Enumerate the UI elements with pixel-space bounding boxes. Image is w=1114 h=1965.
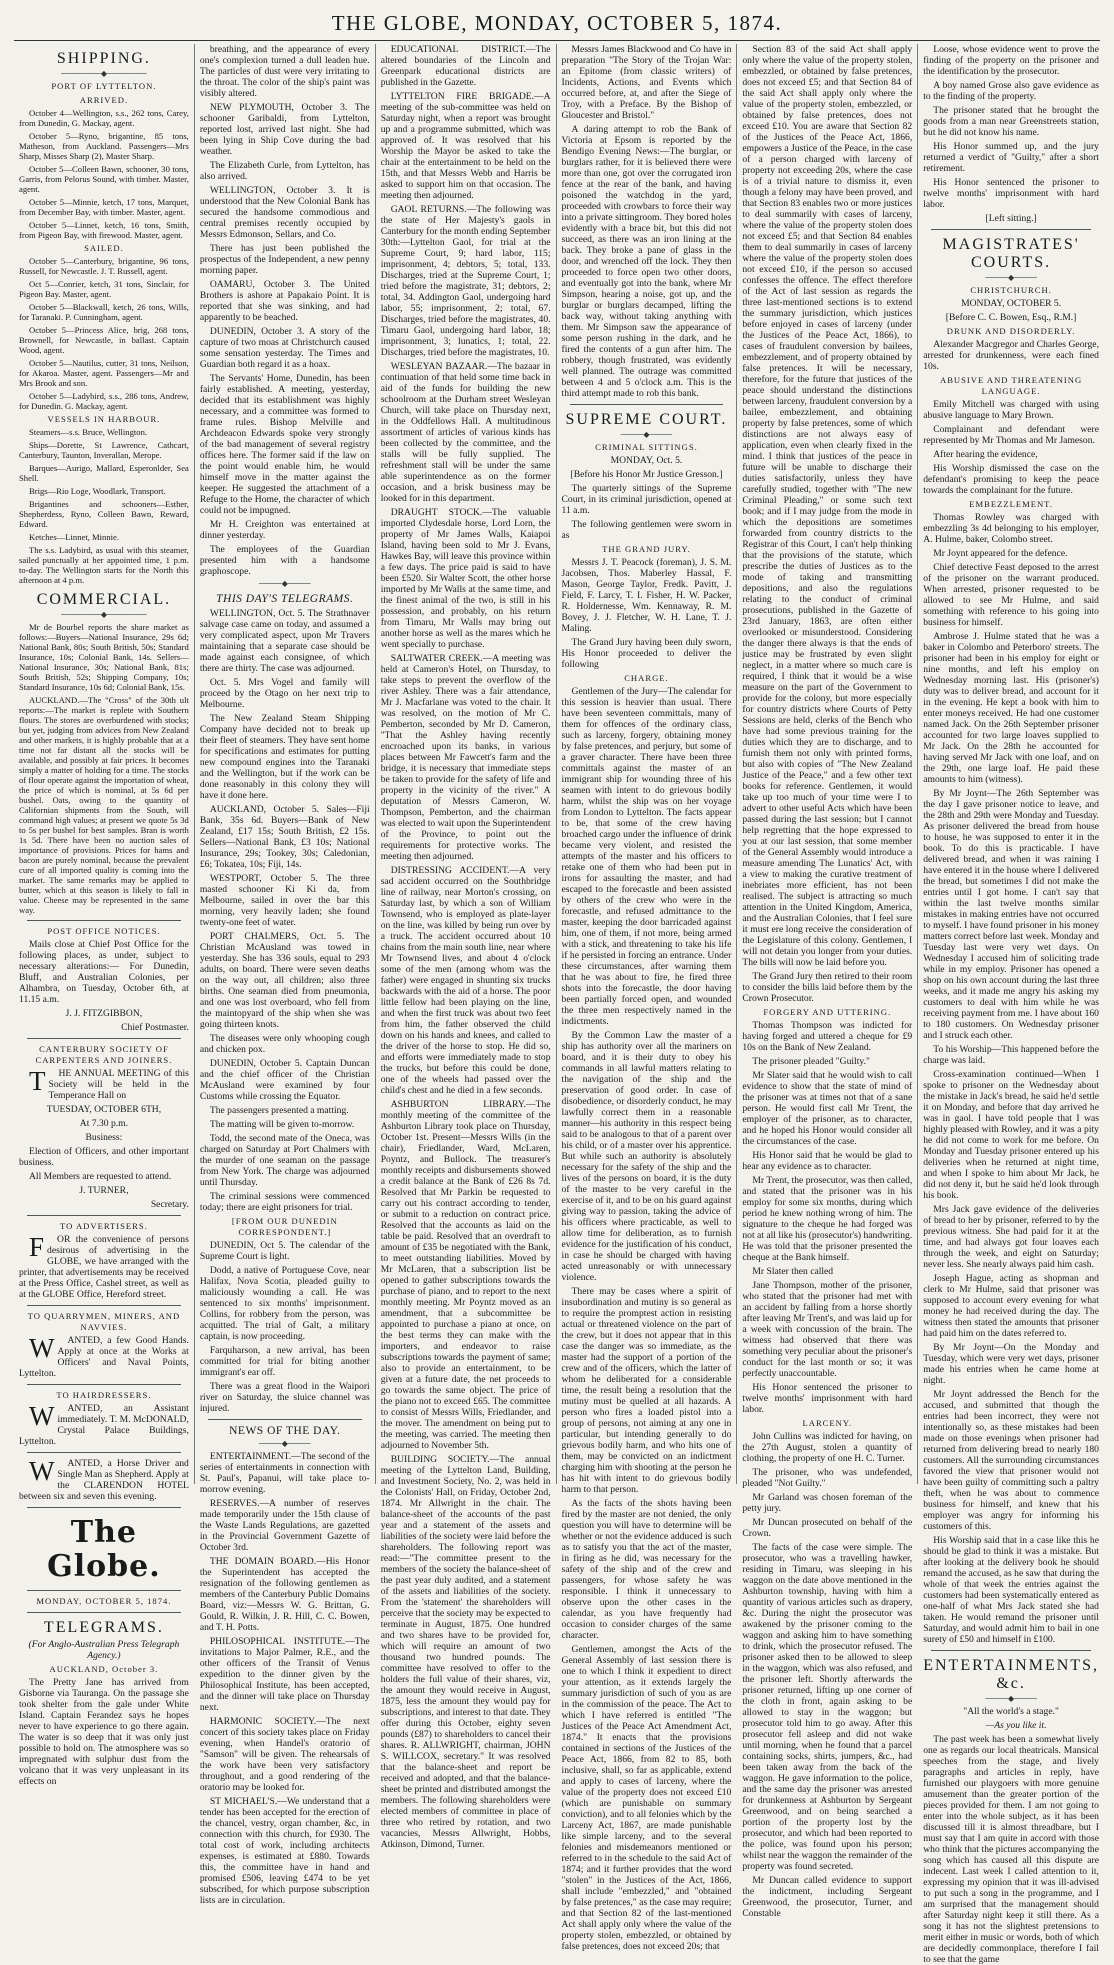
list-item: October 4—Wellington, s.s., 262 tons, Carey, from Dunedin, G. Mackay, agent.: [19, 108, 189, 128]
signature-title: Chief Postmaster.: [121, 1022, 189, 1033]
meeting-date: TUESDAY, OCTOBER 6TH,: [46, 1104, 162, 1115]
article-paragraph: His Honor sentenced the prisoner to twelve months' imprisonment with hard labor.: [923, 177, 1099, 210]
list-item: October 5—Colleen Bawn, schooner, 30 tons, Garris, from Pelorus Sound, with timber. Master, agent.: [19, 164, 189, 194]
signature: J. J. FITZGIBBON,: [65, 1008, 143, 1019]
article-paragraph: Mr Joynt addressed the Bench for the accused, and submitted that though the entries had been incorrect, they were not intentionally so, as these mistakes had been made on those evenings when prisoner had returned from delivering bread to nearly 180 customers. All the surrounding circumstances favored the view that prisoner would not have been guilty of committing such a paltry theft, when he was about to commence business for himself, and knew that his employer was angry for informing his customers of this.: [923, 1389, 1099, 1532]
drop-cap: T: [29, 1066, 46, 1096]
criminal-sittings-heading: CRIMINAL SITTINGS.: [595, 442, 698, 452]
notice-body: All Members are requested to attend.: [29, 1171, 172, 1182]
court-date: MONDAY, OCTOBER 5.: [961, 298, 1062, 309]
article-paragraph: Jane Thompson, mother of the prisoner, who stated that the prisoner had met with an accident by falling from a horse shortly after leaving Mr Trent's, and was laid up for a week with concussion of the brain. The witness had observed that there was something very peculiar about the prisoner's conduct for the last month or so; it was perfectly unaccountable.: [742, 1280, 913, 1379]
shipping-heading: SHIPPING.: [56, 50, 151, 67]
list-item: Brigantines and schooners—Esther, Shepherdess, Ryno, Colleen Bawn, Reward, Edward.: [19, 499, 189, 529]
article-paragraph: The facts of the case were simple. The prosecutor, who was a travelling hawker, residing in Timaru, was sleeping in his waggon on the date above mentioned in the Ashburton township, having with him a quantity of various articles such as drapery, &c. During the night the prosecutor was awakened by the prisoner coming to the waggon and asking him to have something to drink, which the prosecutor refused. The prisoner asked then to be allowed to sleep in the waggon, which was also refused, and the prisoner left. Shortly afterwards the prisoner returned, lifting up one corner of the cloth in front, again asking to be allowed to stay in the waggon; but prosecutor told him to go away. After this prosecutor fell asleep and did not wake until morning, when he found that a parcel containing socks, shirts, jumpers, &c., had been taken away from the back of the waggon. He gave information to the police, and the same day the prisoner was arrested for drunkenness at Ashburton by Sergeant Greenwood, and on being searched a portion of the property lost by the prosecutor, and which had been reported to the police, was found upon his person; whilst near the waggon the remainder of the property was found secreted.: [742, 1542, 913, 1872]
list-item: Barques—Aurigo, Mallard, Esperonlder, Sea Shell.: [19, 463, 189, 483]
charge-heading: CHARGE.: [624, 673, 669, 683]
article-paragraph: WESLEYAN BAZAAR.—The bazaar in continuation of that held some time back in aid of the funds for building the new schoolroom at the Durham street Wesleyan Church, will take place on Thursday next, in the Oddfellows Hall. A multitudinous assortment of articles of various kinds has been collected by the committee, and the stalls will be fully supplied. The refreshment stall will be under the same able superintendence as on the former occasion, and a brisk business may be looked for in this department.: [380, 361, 551, 504]
business-label: Business:: [85, 1132, 123, 1143]
article-paragraph: Mr H. Creighton was entertained at dinner yesterday.: [199, 519, 370, 541]
article-paragraph: Mr Duncan called evidence to support the indictment, including Sergeant Greenwood, the prosecutor, Turner, and Constable: [742, 1875, 913, 1919]
article-paragraph: RESERVES.—A number of reserves made temporarily under the 15th clause of the Waste Lands Regulations, are gazetted in the Provincial Government Gazette of October 3rd.: [199, 1498, 370, 1553]
divider: [931, 1650, 1091, 1651]
column-6: [918, 44, 1104, 1965]
signature: J. TURNER,: [79, 1185, 129, 1196]
article-paragraph: The quarterly sittings of the Supreme Court, in its criminal jurisdiction, opened at 11 a.m.: [561, 483, 732, 516]
ornament: ────◆────: [259, 1439, 311, 1448]
notice-body: ANTED, a few Good Hands. Apply at once at the Works at Officers' and Naval Points, Lyttelton.: [19, 1335, 189, 1379]
article-paragraph: John Cullins was indicted for having, on the 27th August, stolen a quantity of clothing, the property of one H. C. Turner.: [742, 1431, 913, 1464]
list-item: October 5—Minnie, ketch, 17 tons, Marquet, from December Bay, with timber. Master, agent.: [19, 197, 189, 217]
article-paragraph: After hearing the evidence,: [933, 449, 1038, 460]
globe-nameplate: The Globe.: [47, 1515, 161, 1584]
list-item: October 5—Linnet, ketch, 16 tons, Smith, from Pigeon Bay, with firewood. Master, agent.: [19, 220, 189, 240]
todays-telegrams-heading: THIS DAY'S TELEGRAMS.: [216, 593, 354, 605]
epigraph-source: —As you like it.: [985, 1720, 1047, 1731]
divider: [27, 1452, 181, 1453]
page-title: THE GLOBE, MONDAY, OCTOBER 5, 1874.: [331, 11, 783, 35]
article-paragraph: His Worship dismissed the case on the defendant's promising to keep the peace towards the complainant for the future.: [923, 463, 1099, 496]
columns: [14, 44, 1104, 1965]
drop-cap: W: [29, 1333, 55, 1363]
article-paragraph: Emily Mitchell was charged with using abusive language to Mary Brown.: [923, 399, 1099, 421]
article-paragraph: By Mr Joynt—On the Monday and Tuesday, which were very wet days, prisoner made his entries when he came home at night.: [923, 1342, 1099, 1386]
article-paragraph: HARMONIC SOCIETY.—The next concert of this society takes place on Friday evening, when Handel's oratorio of "Samson" will be given. The rehearsals of the work have been very satisfactory throughout, and a good rendering of the oratorio may be looked for.: [199, 1716, 370, 1793]
article-paragraph: The Servants' Home, Dunedin, has been fairly established. A meeting, yesterday, decided that its establishment was highly necessary, and a committee was formed to frame rules. Bishop Melville and Archdeacon Edwards spoke very strongly of the bad management of several registry offices here. The former said if the law on the point would enable him, he would himself move in the matter against the keeper. He suggested the attachment of a Refuge to the Home, the character of which could not be impugned.: [199, 373, 370, 516]
article-paragraph: [Left sitting.]: [985, 213, 1037, 224]
article-paragraph: By the Common Law the master of a ship has authority over all the mariners on board, and it is their duty to obey his commands in all lawful matters relating to the navigation of the ship and the preservation of good order. In case of disobedience, or disorderly conduct, he may lawfully correct them in a reasonable manner—his authority in this respect being said to be analogous to that of a parent over his child, or of a master over his apprentice. But while such an authority is absolutely necessary for the safety of the ship and the lives of the persons on board, it is the duty of the master to be very careful in the exercise of it, and to be on his guard against giving way to passion, taking the advice of his officers where practicable, as well to allow time for deliberation, as to furnish evidence for the justification of his conduct, in case he should be charged with having acted unreasonably or with unnecessary violence.: [561, 1030, 732, 1283]
list-item: October 5—Nautilus, cutter, 31 tons, Neilson, for Akaroa. Master, agent. Passengers—Mr and Mrs Brook and son.: [19, 358, 189, 388]
notice-body: Mails close at Chief Post Office for the following places, as under, subject to necessary alterations:— For Dunedin, Bluff, and Australian Colonies, per Alhambra, on Tuesday, October 6th, at 11.15 a.m.: [19, 939, 189, 1005]
divider: [27, 1590, 181, 1591]
article-paragraph: To his Worship—This happened before the charge was laid.: [923, 1044, 1099, 1066]
magistrates-courts-heading: MAGISTRATES' COURTS.: [942, 236, 1080, 271]
article-paragraph: The New Zealand Steam Shipping Company have decided not to break up their fleet of steamers. They have sent home for specifications and estimates for putting new compound engines into the Taranaki and the Wellington, but if the work can be done reasonably in this colony they will have it done here.: [199, 713, 370, 801]
drop-cap: W: [29, 1401, 55, 1431]
article-paragraph: The prisoner, who was undefended, pleaded "Not Guilty.": [742, 1467, 913, 1489]
drop-cap: W: [29, 1456, 55, 1486]
ornament: ───────◆───────: [61, 610, 147, 619]
article-paragraph: Mr Trent, the prosecutor, was then called, and stated that the prisoner was in his employ for some six months, during which period he knew nothing wrong of him. The signature to the cheque he had forged was not at all like his (prosecutor's) handwriting. He was told that the prisoner presented the cheque at the Bank himself.: [742, 1175, 913, 1263]
article-paragraph: There was a great flood in the Waipori river on Saturday, the sluice channel was injured.: [199, 1381, 370, 1414]
port-heading: PORT OF LYTTELTON.: [51, 81, 157, 91]
article-paragraph: Farquharson, a new arrival, has been committed for trial for biting another immigrant's ear off.: [199, 1345, 370, 1378]
list-item: October 5—Princess Alice, brig, 268 tons, Brownell, for Newcastle, in ballast. Captain Wood, agent.: [19, 325, 189, 355]
article-paragraph: The Pretty Jane has arrived from Gisborne via Tauranga. On the passage she took shelter from the gale under White Island. Captain Ferandez says he hopes never to have experience to go there again. The water is so deep that it was only just possible to hold on. The atmosphere was so impregnated with sulphur dust from the volcano that it was very unpleasant in its effects on: [19, 1677, 189, 1787]
article-paragraph: Chief detective Feast deposed to the arrest of the prisoner on the warrant produced. When arrested, prisoner requested to be allowed to see Mr Hulme, and said something with reference to his going into business for himself.: [923, 562, 1099, 628]
article-paragraph: A boy named Grose also gave evidence as to the finding of the property.: [923, 80, 1099, 102]
article-paragraph: Todd, the second mate of the Oneca, was charged on Saturday at Port Chalmers with the murder of one seaman on the passage from New York. The charge was adjourned until Thursday.: [199, 1133, 370, 1188]
sailed-heading: SAILED.: [84, 243, 124, 253]
article-paragraph: WESTPORT, October 5. The three masted schooner Ki Ki da, from Melbourne, sailed in over the bar this morning, very heavily laden; she found twenty-one feet of water.: [199, 873, 370, 928]
article-paragraph: Alexander Macgregor and Charles George, arrested for drunkenness, were each fined 10s.: [923, 339, 1099, 372]
abusive-heading: ABUSIVE AND THREATENING LANGUAGE.: [939, 375, 1083, 396]
larceny-heading: LARCENY.: [802, 1418, 853, 1428]
notice-body: ANTED, a Horse Driver and Single Man as Shepherd. Apply at the CLARENDON HOTEL between six and seven this evening.: [19, 1458, 189, 1502]
article-paragraph: The diseases were only whooping cough and chicken pox.: [199, 1033, 370, 1055]
article-paragraph: The prisoner pleaded "Guilty.": [752, 1056, 870, 1067]
article-paragraph: Messrs J. T. Peacock (foreman), J. S. M. Jacobsen, Thos. Maberley Hassal, F. Mason, George Taylor, Fredk. Pavitt, J. Field, F. Larcy, T. I. Fisher, H. W. Packer, R. Holdernesse, Wm. Kennaway, R. M. Bovey, J. J. Fletcher, W. H. Lane, T. J. Maling.: [561, 557, 732, 634]
article-paragraph: Mr de Bourbel reports the share market as follows:—Buyers—National Insurance, 29s 6d; National Bank, 80s; South British, 50s; Standard Insurance, 10s; Colonial Bank, 14s. Sellers—National Insurance, 30s; National Bank, 81s; South British, 52s; Shipping Company, 10s; Standard Insurance, 10s 6d; Colonial Bank, 15s.: [19, 622, 189, 692]
article-paragraph: PHILOSOPHICAL INSTITUTE.—The invitations to Major Palmer, R.E., and the other officers of the Transit of Venus expedition to the dinner given by the Philosophical Institute, has been accepted, and the dinner will take place on Thursday next.: [199, 1636, 370, 1713]
article-paragraph: THE DOMAIN BOARD.—His Honor the Superintendent has accepted the resignation of the following gentlemen as members of the Canterbury Public Domains Board, viz:—Messrs W. G. Brittan, G. Gould, R. Wilkin, J. R. Hill, C. C. Bowen, and T. H. Potts.: [199, 1556, 370, 1633]
list-item: Oct 5—Conrier, ketch, 31 tons, Sinclair, for Pigeon Bay. Master, agent.: [19, 279, 189, 299]
article-paragraph: Joseph Hague, acting as shopman and clerk to Mr Hulme, said that prisoner was supposed to account every evening for what money he had received during the day. The witness then stated the amounts that prisoner had paid him on the dates referred to.: [923, 1273, 1099, 1339]
article-paragraph: PORT CHALMERS, Oct. 5. The Christian McAusland was towed in yesterday. She has 336 souls, equal to 293 adults, on board. There were seven deaths on the way out, all children; also three births. One seaman died from pneumonia, and one was lost overboard, who fell from the maintopyard of the ship when she was going thirteen knots.: [199, 931, 370, 1030]
arrived-heading: ARRIVED.: [79, 95, 129, 105]
divider: [27, 1612, 181, 1613]
article-paragraph: Gentlemen of the Jury—The calendar for this session is heavier than usual. There have been seventeen committals, many of them for offences of the ordinary class, such as larceny, forgery, obtaining money by false pretences, and perjury, but some of a graver character. There have been three committals against the master of an immigrant ship for wounding three of his seamen with intent to do grievous bodily harm, whilst the ship was on her voyage from London to Lyttelton. The facts appear to be, that some of the crew having broached cargo under the influence of drink became very violent, and resisted the attempts of the master and his officers to retake one of them who had been put in irons for assaulting the master, and had escaped to the forecastle and been assisted by others of the crew who were in the forecastle, and refused admittance to the master, keeping the door barricaded against him, one of them, if not more, being armed with a stick, and threatening to take his life if he persisted in forcing an entrance. Under these circumstances, after warning them that he was about to fire, he fired three shots into the forecastle, the door having been partially forced open, and wounded the three men respectively named in the indictments.: [561, 686, 732, 1027]
article-paragraph: The following gentlemen were sworn in as: [561, 519, 732, 541]
drop-cap: F: [29, 1232, 45, 1262]
divider: [27, 920, 181, 921]
article-paragraph: His Worship said that in a case like this he should be glad to think it was a mistake. But after looking at the delivery book he should remand the accused, as he saw that during the whole of that week the entries against the customers had been systematically entered as one-half of what Mrs Jack stated she had taken. He would remand the prisoner until Saturday, and would admit him to bail in one surety of £50 and himself in £100.: [923, 1535, 1099, 1645]
meeting-time: At 7.30 p.m.: [79, 1118, 129, 1129]
article-paragraph: The Grand Jury having been duly sworn, His Honor proceeded to deliver the following: [561, 637, 732, 670]
divider: [931, 229, 1091, 230]
harbour-heading: VESSELS IN HARBOUR.: [47, 414, 161, 424]
article-paragraph: DUNEDIN, October 5. Captain Duncan and the chief officer of the Christian McAusland were examined by four Customs while crossing the Equator.: [199, 1058, 370, 1102]
telegrams-credit: (For Anglo-Australian Press Telegraph Agency.): [28, 1639, 180, 1661]
post-office-heading: POST OFFICE NOTICES.: [47, 926, 161, 936]
drunk-heading: DRUNK AND DISORDERLY.: [946, 326, 1076, 336]
article-paragraph: Thomas Rowley was charged with embezzling 3s 4d belonging to his employer, A. Hulme, baker, Colombo street.: [923, 512, 1099, 545]
article-paragraph: Gentlemen, amongst the Acts of the General Assembly of last session there is one to which I think it expedient to direct your attention, as it extends largely the summary jurisdiction of such of you as are in the commission of the peace. The Act to which I have referred is entitled "The Justices of the Peace Act Amendment Act, 1874." It enacts that the provisions contained in sections of the Justices of the Peace Act, 1866, from 82 to 85, both inclusive, shall, so far as applicable, extend and apply to cases of larceny, where the value of the property does not exceed £10 (which are punishable on summary conviction), and to all felonies which by the Larceny Act, 1867, are made punishable like simple larceny, and to the several felonies and misdemeanors mentioned or referred to in the schedule to the said Act of 1874; and it further provides that the word "stolen" in the Justices of the Act, 1866, shall include "embezzled," and "obtained by false pretences," as the case may require; and that Section 82 of the last-mentioned Act shall apply only where the value of the property stolen, embezzled, or obtained by false pretences, does not exceed 20s; that: [561, 1644, 732, 1952]
article-paragraph: Mr Duncan prosecuted on behalf of the Crown.: [742, 1517, 913, 1539]
column-2: [195, 44, 376, 1906]
ornament: ────◆────: [985, 273, 1037, 282]
society-heading: CANTERBURY SOCIETY OF CARPENTERS AND JOINERS.: [35, 1044, 173, 1065]
article-paragraph: ASHBURTON LIBRARY.—The monthly meeting of the committee of the Ashburton Library took place on Thursday, October 1st. Present—Messrs Wills (in the chair), Friedlander, Ward, McLaren, Poyntz, and Bullock. The treasurer's monthly receipts and disbursements showed a credit balance at the Bank of £26 8s 7d. Resolved that Mr Parkin be requested to carry out his contract according to tender, or submit to a reduction on contract price. Resolved that the accounts as laid on the table be paid. Resolved that an overdraft to amount of £35 be negotiated with the Bank, to meet outstanding liabilities. Moved by Mr McLaren, that a subscription list be opened to gather subscriptions towards the purchase of piano, and to report to the next monthly meeting. Mr Poyntz moved as an amendment, that a subcommittee be appointed to purchase a piano at once, on the best terms they can make with the importers, and endeavor to raise subscriptions towards the payment of same; also to provide an entertainment, to be given at a future date, the net proceeds to go towards the same object. The price of the piano not to exceed £65. The committee to consist of Messrs Wills, Friedlander, and the mover. The amendment on being put to the meeting, was carried. The meeting then adjourned to November 5th.: [380, 1099, 551, 1451]
article-paragraph: DUNEDIN, Oct 5. The calendar of the Supreme Court is light.: [199, 1240, 370, 1262]
article-paragraph: Loose, whose evidence went to prove the finding of the property on the prisoner and the identification by the prosecutor.: [923, 44, 1099, 77]
signature-title: Secretary.: [150, 1199, 189, 1210]
article-paragraph: OAMARU, October 3. The United Brothers is ashore at Papakaio Point. It is reported that she was sinking, and had apparently to be beached.: [199, 279, 370, 323]
article-paragraph: Thomas Thompson was indicted for having forged and uttered a cheque for £9 10s on the Bank of New Zealand.: [742, 1020, 913, 1053]
telegrams-heading: TELEGRAMS.: [43, 1619, 164, 1636]
divider: [27, 1507, 181, 1508]
article-paragraph: DISTRESSING ACCIDENT.—A very sad accident occurred on the Southbridge line of railway, near Morton's crossing, on Saturday last, by which a son of William Townsend, who is employed as plate-layer on the line, was killed by being run over by a truck. The accident occurred about 10 chains from the main south line, near where Mr Townsend lives, and about 4 o'clock some of the men (among whom was the father) were engaged in shunting six trucks backwards with the aid of a horse. The poor little fellow had been playing on the line, and when the first truck was about two feet from him, the father observed the child down on his hands and knees, and called to the driver of the horse to stop. He did so, and efforts were immediately made to stop the trucks, but before this could be done, one of the wheels had passed over the child's chest and he died in a few seconds.: [380, 865, 551, 1096]
article-paragraph: LYTTELTON FIRE BRIGADE.—A meeting of the sub-committee was held on Saturday night, when a report was brought up and a programme submitted, which was approved of. It was resolved that his Worship the Mayor be asked to take the chair at the entertainment to be held on the 15th, and that Messrs Webb and Harris be asked to support him on that occasion. The meeting then adjourned.: [380, 91, 551, 201]
christchurch-heading: CHRISTCHURCH.: [970, 285, 1052, 295]
divider: [208, 1419, 362, 1420]
article-paragraph: WELLINGTON, October 3. It is understood that the New Colonial Bank has secured the handsome commodious and central premises recently occupied by Messrs Edmonson, Sellars, and Co.: [199, 185, 370, 240]
article-paragraph: DRAUGHT STOCK.—The valuable imported Clydesdale horse, Lord Lorn, the property of Mr James Walls, Kaiapoi Island, having been sold to Mr J. Evans, Hawkes Bay, will leave this province within a few days. The price paid is said to have been £520. Sir Walter Scott, the other horse imported by Mr Walls at the same time, and the finest animal of the two, is still in his possession, and probably, on his return from Timaru, Mr Walls may bring out another horse as well as the mares which he went specially to purchase.: [380, 507, 551, 650]
article-paragraph: Complainant and defendant were represented by Mr Thomas and Mr Jameson.: [923, 424, 1099, 446]
globe-date: MONDAY, OCTOBER 5, 1874.: [36, 1596, 172, 1606]
article-paragraph: Oct. 5. Mrs Vogel and family will proceed by the Otago on her next trip to Melbourne.: [199, 677, 370, 710]
article-paragraph: SALTWATER CREEK.—A meeting was held at Cameron's Hotel, on Thursday, to take steps to prevent the overflow of the river Ashley. There was a fair attendance, Mr J. Macfarlane was voted to the chair. It was resolved, on the motion of Mr C. Pemberton, seconded by Mr D. Cameron, "That the Ashley having recently encroached upon its banks, in various places between Mr Fawcett's farm and the bridge, it is necessary that immediate steps be taken to provide for the safety of life and property in the vicinity of the river." A deputation of Messrs Cameron, W. Thompson, Pemberton, and the chairman was elected to wait upon the Superintendent of the Province, to point out the requirements for protective works. The meeting then adjourned.: [380, 653, 551, 862]
list-item: October 5—Ladybird, s.s., 286 tons, Andrew, for Dunedin. G. Mackay, agent.: [19, 391, 189, 411]
article-paragraph: breathing, and the appearance of every one's complexion turned a dull leaden hue. The particles of dust were very irritating to the throat. The color of the ship's paint was visibly altered.: [199, 44, 370, 99]
article-paragraph: The criminal sessions were commenced today; there are eight prisoners for trial.: [199, 1191, 370, 1213]
news-of-the-day-heading: NEWS OF THE DAY.: [229, 1425, 341, 1437]
epigraph: "All the world's a stage.": [963, 1706, 1059, 1717]
grand-jury-heading: THE GRAND JURY.: [602, 544, 691, 554]
list-item: Brigs—Rio Loge, Woodlark, Transport.: [29, 486, 166, 496]
notice-body: ANTED, an Assistant immediately. T. M. McDONALD, Crystal Palace Buildings, Lyttelton.: [19, 1403, 189, 1447]
list-item: Ketches—Linnet, Minnie.: [29, 532, 119, 542]
article-paragraph: Mr Slater said that he would wish to call evidence to show that the state of mind of the prisoner was at times not that of a sane person. He would first call Mr Trent, the employer of the prisoner, as to character, and he hoped his Honor would consider all the circumstances of the case.: [742, 1070, 913, 1147]
divider: [27, 1215, 181, 1216]
column-3: [376, 44, 557, 1850]
embezzlement-heading: EMBEZZLEMENT.: [969, 499, 1053, 509]
article-paragraph: The passengers presented a matting.: [209, 1105, 349, 1116]
ornament: ────◆────: [985, 1694, 1037, 1703]
correspondent-heading: [FROM OUR DUNEDIN CORRESPONDENT.]: [231, 1216, 338, 1237]
article-paragraph: ENTERTAINMENT.—The second of the series of entertainments in connection with St. Paul's, Papanui, will take place to-morrow evening.: [199, 1451, 370, 1495]
article-paragraph: His Honor said that he would be glad to hear any evidence as to character.: [742, 1150, 913, 1172]
article-paragraph: By Mr Joynt—The 26th September was the day I gave prisoner notice to leave, and the 28th and 29th were Monday and Tuesday. As prisoner delivered the bread from house to house, he was supposed to enter it in the book. To do this is practicable. I have delivered bread, and when it was raining I have entered it in the house where I delivered the bread, but sometimes I did not make the entries until I got home. I can't say that within the last twelve months similar mistakes in making entries have not occurred to myself. I have found prisoner in his money matters correct before last week. Monday and Tuesday last were very wet days. On Wednesday I accused him of soliciting trade while in my employ. Prisoner has opened a shop on his own account during the last three weeks, and it made me angry his asking my customers to deal with him while he was receiving payment from me. I have about 160 to 180 customers. On Wednesday prisoner and I struck each other.: [923, 788, 1099, 1041]
article-paragraph: EDUCATIONAL DISTRICT.—The altered boundaries of the Lincoln and Greenpark educational districts are published in the Gazette.: [380, 44, 551, 88]
judge-line: [Before his Honor Mr Justice Gresson.]: [570, 469, 723, 480]
divider: [27, 1038, 181, 1039]
article-paragraph: His Honor summed up, and the jury returned a verdict of "Guilty," after a short retirement.: [923, 141, 1099, 174]
list-item: October 5—Canterbury, brigantine, 96 tons, Russell, for Newcastle. J. T. Russell, agent.: [19, 256, 189, 276]
article-paragraph: The Grand Jury then retired to their room to consider the bills laid before them by the Crown Prosecutor.: [742, 971, 913, 1004]
ornament: ───────◆───────: [61, 69, 147, 78]
article-paragraph: AUCKLAND, October 5. Sales—Fiji Bank, 35s 6d. Buyers—Bank of New Zealand, £17 15s; South British, £2 15s. Sellers—National Bank, £3 10s; National Insurance, 29s; Tookey, 30s; Caledonian, £6; Tokatea, 10s; Fiji, 14s.: [199, 804, 370, 870]
article-paragraph: ST MICHAEL'S.—We understand that a tender has been accepted for the erection of the chancel, vestry, organ chamber, &c, in connection with this church, for £930. The total cost of work, including architects expenses, is estimated at £880. Towards this, the committee have in hand and promised £506, leaving £474 to be yet subscribed, for which purpose subscription lists are in circulation.: [199, 1796, 370, 1906]
ornament: ────◆────: [620, 430, 673, 439]
article-paragraph: GAOL RETURNS.—The following was the state of Her Majesty's gaols in Canterbury for the month ending September 30th:—Lyttelton Gaol, for trial at the Supreme Court, 9; hard labor, 115; imprisonment, 4; debtors, 5; total, 133. Discharges, tried at the Supreme Court, 1; tried before the magistrate, 31; debtors, 2; total, 34. Addington Gaol, undergoing hard labor, 55; imprisonment, 2; total, 67. Discharges, tried before the magistrates, 40. Timaru Gaol, undergoing hard labor, 18; imprisonment, 3; lunatics, 1; total, 22. Discharges, tried before the magistrates, 10.: [380, 204, 551, 358]
article-paragraph: AUCKLAND.—The "Cross" of the 30th ult reports:—The market is replete with Southern flours. The stores are overburdened with stocks; but yet, judging from advices from New Zealand and other markets, it is highly probable that at a time not far distant all the stocks will be available, and possibly at fair prices. It becomes simply a matter of holding for a time. The stocks of flour operate against the importation of wheat, the price of which is nominal, at 5s 6d per bushel. Oats, owing to the quantity of Californian shipments from the South, will command high values; at present we quote 5s 3d to 5s per bushel for best samples. Bran is worth 1s 5d. There have been no auction sales of importance of provisions. Prices for hams and bacon are purely nominal, because the prevalent cure of all imported quality is coming into the market. The same remarks may be applied to butter, which at this season is likely to fall in value. Cheese may be represented in the same way.: [19, 695, 189, 915]
commercial-heading: COMMERCIAL.: [36, 591, 172, 608]
hairdressers-heading: TO HAIRDRESSERS.: [56, 1390, 152, 1400]
forgery-heading: FORGERY AND UTTERING.: [763, 1007, 892, 1017]
article-paragraph: WELLINGTON, Oct. 5. The Strathnaver salvage case came on today, and assumed a very complicated aspect, upon Mr Travers maintaining that a separate case should be made against each consignee, of which there are thirty. The case was adjourned.: [199, 608, 370, 674]
article-paragraph: The Elizabeth Curle, from Lyttelton, has also arrived.: [199, 160, 370, 182]
article-paragraph: Messrs James Blackwood and Co have in preparation "The Story of the Trojan War: an Epitome (from classic writers) of Incidents, Actions, and Events which occurred before, at, and after the Siege of Troy, with a Preface. By the Bishop of Gloucester and Bristol.": [561, 44, 732, 121]
article-paragraph: NEW PLYMOUTH, October 3. The schooner Garibaldi, from Lyttelton, reported lost, arrived last night. She had been lying in Ship Cove during the bad weather.: [199, 102, 370, 157]
quarrymen-heading: TO QUARRYMEN, MINERS, AND NAVVIES.: [27, 1311, 181, 1332]
column-5: [737, 44, 918, 1919]
article-paragraph: Mr Garland was chosen foreman of the petty jury.: [742, 1492, 913, 1514]
article-paragraph: There has just been published the prospectus of the Independent, a new penny morning paper.: [199, 243, 370, 276]
article-paragraph: As the facts of the shots having been fired by the master are not denied, the only question you will have to determine will be whether or not the evidence adduced is such as to satisfy you that the act of the master, in firing as he did, was necessary for the safety of the ship and of the crew and passengers, for whose safety he was responsible. I think it unnecessary to observe upon the other cases in the calendar, as you have frequently had occasion to consider charges of the same character.: [561, 1498, 732, 1641]
notice-body: OR the convenience of persons desirous of advertising in the GLOBE, we have arranged with the printer, that advertisements may be received at the Press Office, Cashel street, as well as at the GLOBE Office, Hereford street.: [19, 1234, 189, 1300]
article-paragraph: Ambrose J. Hulme stated that he was a baker in Colombo and Peterboro' streets. The prisoner had been in his employ for eight or nine months, and left his employ on Wednesday morning last. His (prisoner's) duty was to deliver bread, and account for it in the evening. He kept a book with him to enter moneys received. He had one customer named Jack. On the 26th September prisoner accounted for two large loaves supplied to Mr Jack. On the 28th he accounted for having served Mr Jack with one loaf, and on the 29th, one large loaf. He paid these amounts to him (witness).: [923, 631, 1099, 785]
list-item: Steamers—s.s. Bruce, Wellington.: [29, 427, 148, 437]
article-paragraph: The employees of the Guardian presented him with a handsome graphoscope.: [199, 544, 370, 577]
ornament: ────◆────: [259, 579, 311, 588]
column-1: [14, 44, 195, 1787]
article-paragraph: BUILDING SOCIETY.—The annual meeting of the Lyttelton Land, Building, and Investment Society, No. 2, was held in the Colonists' Hall, on Friday, October 2nd, 1874. Mr Allwright in the chair. The balance-sheet of the accounts of the past year and a statement of the assets and liabilities of the society were laid before the shareholders. The following report was read:—"The committee present to the members of the society the balance-sheet of the past year duly audited, and a statement of the assets and liabilities of the society. From the 'statement' the shareholders will perceive that the society may be expected to terminate in August, 1875. One hundred and two shares have to be provided for, which will require an amount of two thousand two hundred pounds. The committee have resolved to offer to the holders the full value of their shares, viz, the amount they would receive in August, 1875, less the amount they would pay for subscriptions, and interest to that date. They offer during this October, eighty seven pounds (£87) to shareholders to cancel their shares. R. ALLWRIGHT, chairman, JOHN S. WILLCOX, secretary." It was resolved that the balance-sheet and report be received and adopted, and that the balance-sheet be printed and distributed amongst the members. The following shareholders were elected members of committee in place of three who retired by rotation, and two vacancies, Messrs Allwright, Hobbs, Atkinson, Dimond, Turner.: [380, 1454, 551, 1850]
article-paragraph: Mrs Jack gave evidence of the deliveries of bread to her by prisoner, referred to by the previous witness. She had paid for it at the time, and had always got four loaves each through the week, and eight on Saturday; never less. She nearly always paid him cash.: [923, 1204, 1099, 1270]
article-paragraph: DUNEDIN, October 3. A story of the capture of two moas at Christchurch caused some sensation yesterday. The Times and Guardian both regard it as a hoax.: [199, 326, 370, 370]
article-paragraph: There may be cases where a spirit of insubordination and mutiny is so general as to require the promptest action in resisting actual or threatened violence on the part of the crew, but it does not appear that in this case the danger was so immediate, as the master had the support of a portion of the crew and of the officers, which the latter of whom he deliberated for a considerable time, the result being a resolution that the mutiny must be quelled at all hazards. A person who fires a loaded pistol into a group of persons, not aiming at any one in particular, but intending generally to do grievous bodily harm, and who hits one of them, may be convicted on an indictment charging him with shooting at the person he has hit with intent to do grievous bodily harm to that person.: [561, 1286, 732, 1495]
list-item: October 5—Blackwall, ketch, 26 tons, Wills, for Taranaki. P. Cunningham, agent.: [19, 302, 189, 322]
newspaper-masthead: [14, 8, 1100, 41]
article-paragraph: Mr Slater then called: [752, 1266, 834, 1277]
divider: [27, 1384, 181, 1385]
article-paragraph: Section 83 of the said Act shall apply only where the value of the property stolen, embezzled, or obtained by false pretences, does not exceed £5; and that Section 84 of the said Act shall apply only where the value of the property stolen, embezzled, or obtained by false pretences, does not exceed £10. You are aware that Section 82 of the Justices of the Peace Act, 1866, empowers a Justice of the Peace, in the case of a person charged with larceny of property not exceeding 20s, where the case is of a trivial nature to dismiss it, even though a felony may have been proved, and that Section 83 enables two or more justices to deal summarily with cases of larceny, where the value of the property stolen does not exceed £5; and that Section 84 enables them to deal summarily in cases of larceny where the value of the property stolen does not exceed £10, if the person so accused confesses the offence. The effect therefore of the Act of last session as regards the three last-mentioned sections is to extend the summary jurisdiction, which justices before enjoyed in cases of larceny (under the Justices of the Peace Act, 1866), to cases of fraudulent conversion by bailees, embezzlement, and of property obtained by false pretences. It will be necessary, therefore, for the future that justices of the peace should understand the distinctions between larceny, fraudulent conversion by a bailee, embezzlement, and obtaining property by false pretences, some of which distinctions are not always easy of application, even when clearly fixed in the mind. I think that justices of the peace in future will be unable to discharge their duties satisfactorily, unless they have carefully studied, together with "The new Criminal Pleading," or some such text book; and if I may judge from the mode in which the depositions are sometimes forwarded from country districts to the Registrar of this Court, I can't help thinking that the provisions of the statute, which prescribe the duties of Justices as to the mode of taking and transmitting depositions, and also the regulations relating to the conduct of criminal prosecutions, published in the Gazette of 23rd January, 1863, are often either overlooked or misunderstood. Considering the danger there always is that the ends of justice may be frustrated by even slight neglect, in a matter where so much care is required, I think that it would be a wise measure on the part of the Government to provide for the colony, but more especially for country districts where Courts of Petty Sessions are held, clerks of the Bench who have had some previous training for the duties which they are to discharge, and to furnish them not only with printed forms, but also with copies of "The New Zealand Justice of the Peace," and a few other text books for reference. Gentlemen, it would take up too much of your time were I to advert to other useful Acts which have been passed during the last session; but I cannot help regretting that the hope expressed to you at our last session, that some member of the General Assembly would introduce a measure amending The Lunatics' Act, with a view to making the curative treatment of inebriates more efficient, has not been realised. The subject is attracting so much attention in the United Kingdom, America, and the Australian Colonies, that I feel sure it must ere long receive the consideration of the Legislature of this colony. Gentlemen, I will not detain you longer from your duties. The bills will now be laid before you.: [742, 44, 913, 968]
notice-body: HE ANNUAL MEETING of this Society will be held in the Temperance Hall on: [48, 1068, 189, 1101]
entertainments-heading: ENTERTAINMENTS, &c.: [923, 1657, 1099, 1692]
divider: [570, 404, 724, 405]
article-paragraph: The s.s. Ladybird, as usual with this steamer, sailed punctually at her appointed time, 1 p.m. to-day. The Wellington starts for the North this afternoon at 4 p.m.: [19, 545, 189, 585]
article-paragraph: Mr Joynt appeared for the defence.: [933, 548, 1068, 559]
dateline: AUCKLAND, October 3.: [49, 1664, 159, 1674]
list-item: October 5—Ryno, brigantine, 85 tons, Matheson, from Auckland. Passengers—Mrs Sharp, Misses Sharp (2), Master Sharp.: [19, 131, 189, 161]
article-paragraph: A daring attempt to rob the Bank of Victoria at Epsom is reported by the Bendigo Evening News:—The burglar, or burglars rather, for it is believed there were more than one, got over the corrugated iron fence at the rear of the bank, and having poisoned the watchdog in the yard, proceeded with crowbars to force their way into a private sittingroom. They bored holes evidently with a brace bit, but this did not succeed, as there was an iron lining at the back. They broke a pane of glass in the door, and wrenched off the lock. They then proceeded to force open two other doors, and eventually got into the bank, where Mr Simpson, hearing a noise, got up, and the burglar or burglars decamped, lifting the back way, without taking anything with them. Mr Simpson saw the appearance of some person rushing in the dark, and he fired the contents of a gun after him. The robbery, though frustrated, was evidently well planned. The outrage was committed between 4 and 5 o'clock a.m. This is the third attempt made to rob this bank.: [561, 124, 732, 399]
article-paragraph: His Honor sentenced the prisoner to twelve months' imprisonment with hard labor.: [742, 1382, 913, 1415]
article-paragraph: The past week has been a somewhat lively one as regards our local theatricals. Mansical speeches from the stage, and lively paragraphs and articles in reply, have furnished our playgoers with more genuine amusement than the greater portion of the pieces provided for them. I am not going to enter into the whole subject, as it has been discussed till it is almost threadbare, but I must say that I am quite in accord with those who think that the pictures accompanying the song which has caused all this dispute are indecent. Last week I called attention to it, expressing my opinion that it was ill-advised to put such a song in the programme, and I am surprised that the management should after Saturday night keep it still there. As a song it has not the slightest pretensions to merit either in music or words, both of which are decidedly commonplace, therefore I fail to see that the game: [923, 1734, 1099, 1965]
court-before: [Before C. C. Bowen, Esq., R.M.]: [945, 312, 1077, 323]
article-paragraph: The matting will be given to-morrow.: [209, 1119, 355, 1130]
divider: [27, 1305, 181, 1306]
sitting-date: MONDAY, Oct. 5.: [610, 455, 683, 466]
article-paragraph: Dodd, a native of Portuguese Cove, near Halifax, Nova Scotia, pleaded guilty to maliciously wounding a call. He was sentenced to six months' imprisonment. Collins, for robbery from the person, was acquitted. The trial of Galt, a military captain, is now proceeding.: [199, 1265, 370, 1342]
article-paragraph: The prisoner stated that he brought the goods from a man near Greenstreets station, but he did not know his name.: [923, 105, 1099, 138]
advertisers-heading: TO ADVERTISERS.: [59, 1221, 148, 1231]
article-paragraph: Cross-examination continued—When I spoke to prisoner on the Wednesday about the mistake in Jack's bread, he said he'd settle it on Monday, and before that day arrived he was in gaol. I have told people that I was highly pleased with Rowley, and it was a pity he did not come to work for me before. On Monday and Tuesday prisoner entered up his deliveries when he returned at night time, and when I spoke to him about Mr Jack, he did not deny it, but he said he'd look through his book.: [923, 1069, 1099, 1201]
column-4: [557, 44, 738, 1952]
list-item: Ships—Dorette, St Lawrence, Cathcart, Canterbury, Taunton, Inverallan, Merope.: [19, 440, 189, 460]
supreme-court-heading: SUPREME COURT.: [565, 411, 728, 428]
notice-body: Election of Officers, and other important business.: [19, 1146, 189, 1168]
